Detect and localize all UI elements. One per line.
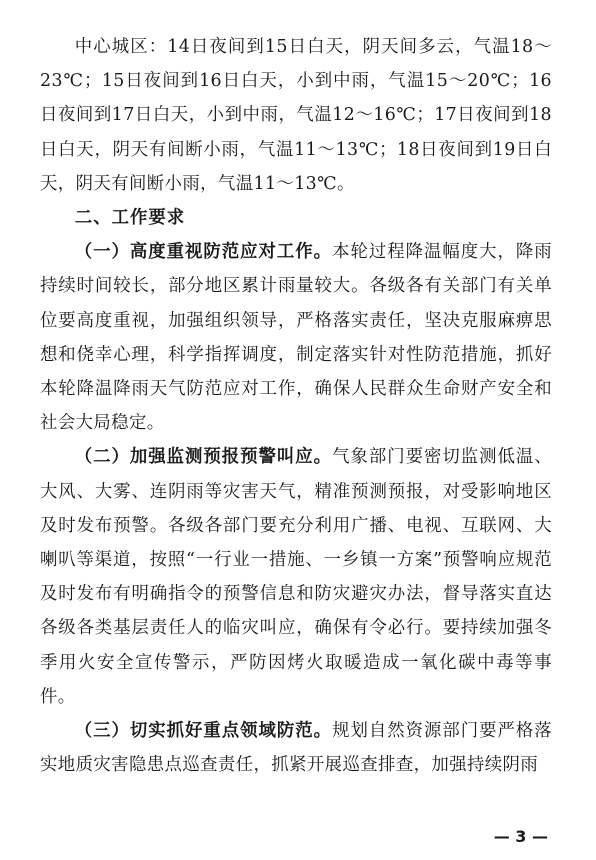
work-item-3-body: 规划自然资源部门要严格落实地质灾害隐患点巡查责任，抓紧开展巡查排查，加强持续阴雨 [40,721,552,776]
forecast-paragraph: 中心城区：14日夜间到15日白天，阴天间多云，气温18～23℃；15日夜间到16日白天，小到中雨，气温15～20℃；16日夜间到17日白天，小到中雨，气温12～16℃；17日夜间到18日白天，阴天有间断小雨，气温11～13℃；18日夜间到19日白天，阴天有间断小雨，气温11～13℃。 [40,37,552,194]
page-number: — 3 — [493,827,548,846]
work-item-1 [40,235,552,440]
work-item-3 [40,714,552,782]
work-item-2-body: 气象部门要密切监测低温、大风、大雾、连阴雨等灾害天气，精准预测预报，对受影响地区及时发布预警。各级各部门要充分利用广播、电视、互联网、大喇叭等渠道，按照“一行业一措施、一乡镇一方案”预警响应规范及时发布有明确指令的预警信息和防灾避灾办法，督导落实直达各级各类基层责任人的临灾叫应，确保有令必行。要持续加强冬季用火安全宣传警示，严防因烤火取暖造成一氧化碳中毒等事件。 [40,447,552,707]
work-item-1-body: 本轮过程降温幅度大，降雨持续时间较长，部分地区累计雨量较大。各级各有关部门有关单位要高度重视，加强组织领导，严格落实责任，坚决克服麻痹思想和侥幸心理，科学指挥调度，制定落实针对性防范措施，抓好本轮降温降雨天气防范应对工作，确保人民群众生命财产安全和社会大局稳定。 [40,242,552,434]
work-item-3-lead: （三）切实抓好重点领域防范。 [74,721,333,742]
work-item-2-lead: （二）加强监测预报预警叫应。 [74,447,333,468]
work-item-1-lead: （一）高度重视防范应对工作。 [74,242,333,263]
document-page [40,30,552,782]
section-heading: 二、工作要求 [74,208,186,229]
work-item-2 [40,440,552,714]
